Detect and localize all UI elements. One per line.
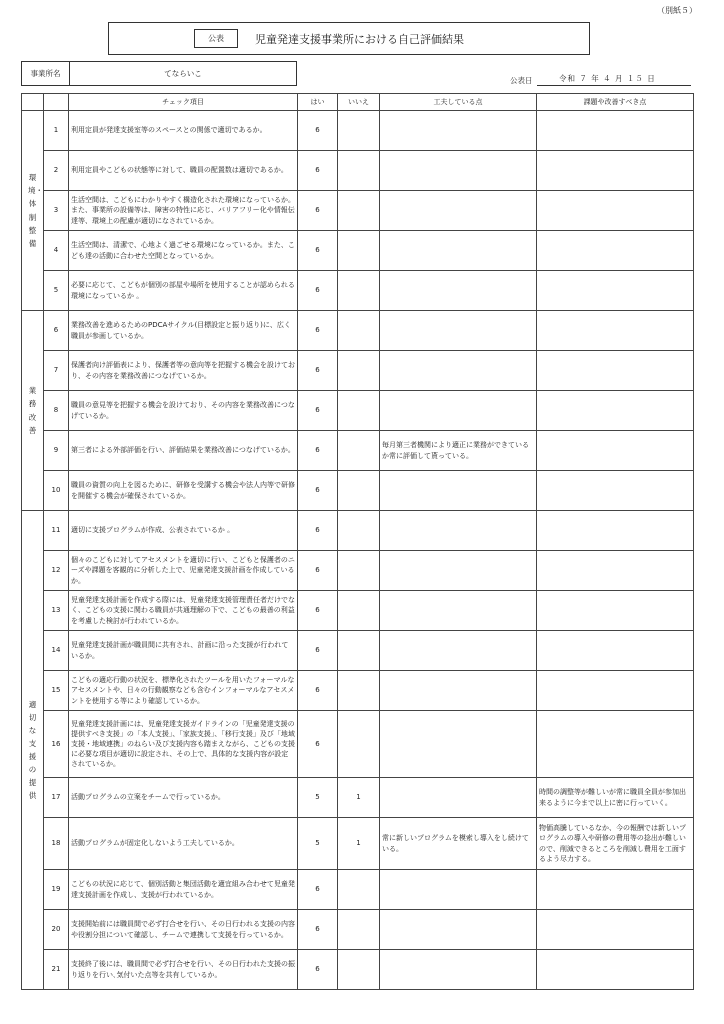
table-row: [22, 631, 694, 671]
check-item: 利用定員やこどもの状態等に対して、職員の配置数は適切であるか。: [69, 151, 298, 191]
yes-count: 6: [298, 351, 338, 391]
row-number: 10: [44, 471, 69, 511]
yes-count: 6: [298, 111, 338, 151]
good-points: [380, 551, 537, 591]
good-points: 常に新しいプログラムを模索し導入をし続けている。: [380, 818, 537, 870]
issues: 時間の調整等が難しいが常に職員全員が参加出来るように今まで以上に密に行っていく。: [537, 778, 694, 818]
header-no: いいえ: [338, 94, 380, 111]
office-label: 事業所名: [22, 62, 70, 85]
no-count: [338, 111, 380, 151]
yes-count: 6: [298, 671, 338, 711]
good-points: [380, 631, 537, 671]
row-number: 19: [44, 870, 69, 910]
row-number: 14: [44, 631, 69, 671]
no-count: [338, 151, 380, 191]
check-item: 生活空間は、こどもにわかりやすく構造化された環境になっているか。また、事業所の設備等は、障害の特性に応じ、バリアフリー化や情報伝達等、環境上の配慮が適切になされているか。: [69, 191, 298, 231]
table-row: [22, 778, 694, 818]
issues: [537, 351, 694, 391]
header-blank: [22, 94, 44, 111]
yes-count: 6: [298, 631, 338, 671]
good-points: [380, 711, 537, 778]
issues: [537, 231, 694, 271]
good-points: [380, 671, 537, 711]
no-count: [338, 870, 380, 910]
yes-count: 6: [298, 391, 338, 431]
table-row: [22, 910, 694, 950]
row-number: 1: [44, 111, 69, 151]
check-item: 保護者向け評価表により、保護者等の意向等を把握する機会を設けており、その内容を業務改善につなげているか。: [69, 351, 298, 391]
table-row: [22, 151, 694, 191]
row-number: 17: [44, 778, 69, 818]
yes-count: 6: [298, 551, 338, 591]
check-item: 生活空間は、清潔で、心地よく過ごせる環境になっているか。また、こども達の活動に合わせた空間となっているか。: [69, 231, 298, 271]
yes-count: 6: [298, 311, 338, 351]
category-label: 環境・体制整備: [28, 173, 43, 248]
check-item: 児童発達支援計画を作成する際には、児童発達支援管理責任者だけでなく、こどもの支援に関わる職員が共通理解の下で、こどもの最善の利益を考慮した検討が行われているか。: [69, 591, 298, 631]
no-count: [338, 391, 380, 431]
table-row: [22, 511, 694, 551]
no-count: [338, 471, 380, 511]
public-badge: 公表: [194, 29, 238, 48]
table-row: [22, 591, 694, 631]
row-number: 13: [44, 591, 69, 631]
no-count: 1: [338, 778, 380, 818]
good-points: [380, 511, 537, 551]
table-row: [22, 818, 694, 870]
row-number: 15: [44, 671, 69, 711]
evaluation-table: [21, 93, 694, 990]
issues: [537, 111, 694, 151]
header-blank: [44, 94, 69, 111]
no-count: [338, 231, 380, 271]
table-row: [22, 671, 694, 711]
row-number: 20: [44, 910, 69, 950]
issues: [537, 631, 694, 671]
no-count: [338, 431, 380, 471]
good-points: 毎月第三者機関により適正に業務ができているか常に評価して貰っている。: [380, 431, 537, 471]
good-points: [380, 950, 537, 990]
category-cell: [22, 111, 44, 311]
issues: 物価高騰しているなか、今の報酬では新しいプログラムの導入や研修の費用等の捻出が難しいので、削減できるところを削減し費用を工面するよう尽力する。: [537, 818, 694, 870]
no-count: 1: [338, 818, 380, 870]
good-points: [380, 591, 537, 631]
check-item: こどもの適応行動の状況を、標準化されたツールを用いたフォーマルなアセスメントや、日々の行動観察なども含むインフォーマルなアセスメントを使用する等により確認しているか。: [69, 671, 298, 711]
row-number: 2: [44, 151, 69, 191]
table-row: [22, 431, 694, 471]
issues: [537, 191, 694, 231]
no-count: [338, 671, 380, 711]
row-number: 16: [44, 711, 69, 778]
category-label: 適切な支援の提供: [28, 699, 37, 801]
good-points: [380, 311, 537, 351]
yes-count: 6: [298, 431, 338, 471]
check-item: 職員の意見等を把握する機会を設けており、その内容を業務改善につなげているか。: [69, 391, 298, 431]
category-cell: [22, 511, 44, 990]
check-item: 職員の資質の向上を図るために、研修を受講する機会や法人内等で研修を開催する機会が確保されているか。: [69, 471, 298, 511]
row-number: 18: [44, 818, 69, 870]
check-item: 利用定員が発達支援室等のスペースとの関係で適切であるか。: [69, 111, 298, 151]
header-issues: 課題や改善すべき点: [537, 94, 694, 111]
header-good-points: 工夫している点: [380, 94, 537, 111]
office-box: [21, 61, 297, 86]
good-points: [380, 111, 537, 151]
yes-count: 6: [298, 910, 338, 950]
publication-date-label: 公表日: [510, 76, 533, 85]
category-label: 業務改善: [28, 386, 37, 435]
issues: [537, 671, 694, 711]
yes-count: 6: [298, 191, 338, 231]
table-row: [22, 950, 694, 990]
yes-count: 6: [298, 870, 338, 910]
yes-count: 5: [298, 818, 338, 870]
issues: [537, 870, 694, 910]
yes-count: 5: [298, 778, 338, 818]
table-row: [22, 191, 694, 231]
check-item: 活動プログラムの立案をチームで行っているか。: [69, 778, 298, 818]
good-points: [380, 231, 537, 271]
issues: [537, 271, 694, 311]
row-number: 12: [44, 551, 69, 591]
check-item: 児童発達支援計画には、児童発達支援ガイドラインの「児童発達支援の提供すべき支援」の「本人支援」、「家族支援」、「移行支援」及び「地域支援・地域連携」のねらい及び支援内容も踏まえながら、こどもの支援に必要な項目が適切に設定され、その上で、具体的な支援内容が設定されているか。: [69, 711, 298, 778]
check-item: こどもの状況に応じて、個別活動と集団活動を適宜組み合わせて児童発達支援計画を作成し、支援が行われているか。: [69, 870, 298, 910]
check-item: 必要に応じて、こどもが個別の部屋や場所を使用することが認められる環境になっているか 。: [69, 271, 298, 311]
good-points: [380, 391, 537, 431]
no-count: [338, 191, 380, 231]
issues: [537, 311, 694, 351]
row-number: 9: [44, 431, 69, 471]
table-row: [22, 870, 694, 910]
issues: [537, 711, 694, 778]
table-header-row: [22, 94, 694, 111]
table-row: [22, 351, 694, 391]
row-number: 4: [44, 231, 69, 271]
no-count: [338, 950, 380, 990]
table-row: [22, 391, 694, 431]
yes-count: 6: [298, 511, 338, 551]
no-count: [338, 910, 380, 950]
good-points: [380, 351, 537, 391]
check-item: 支援開始前には職員間で必ず打合せを行い、その日行われる支援の内容や役割分担について確認し、チームで連携して支援を行っているか。: [69, 910, 298, 950]
check-item: 児童発達支援計画が職員間に共有され、計画に沿った支援が行われているか。: [69, 631, 298, 671]
row-number: 3: [44, 191, 69, 231]
issues: [537, 591, 694, 631]
table-row: [22, 231, 694, 271]
no-count: [338, 551, 380, 591]
good-points: [380, 191, 537, 231]
issues: [537, 431, 694, 471]
issues: [537, 910, 694, 950]
table-row: [22, 311, 694, 351]
row-number: 5: [44, 271, 69, 311]
good-points: [380, 778, 537, 818]
yes-count: 6: [298, 711, 338, 778]
table-row: [22, 271, 694, 311]
table-row: [22, 711, 694, 778]
yes-count: 6: [298, 471, 338, 511]
no-count: [338, 711, 380, 778]
yes-count: 6: [298, 950, 338, 990]
category-cell: [22, 311, 44, 511]
check-item: 業務改善を進めるためのPDCAサイクル(目標設定と振り返り)に、広く職員が参画しているか。: [69, 311, 298, 351]
row-number: 6: [44, 311, 69, 351]
no-count: [338, 311, 380, 351]
issues: [537, 151, 694, 191]
check-item: 第三者による外部評価を行い、評価結果を業務改善につなげているか。: [69, 431, 298, 471]
annex-label: （別紙５）: [657, 6, 697, 15]
row-number: 11: [44, 511, 69, 551]
yes-count: 6: [298, 231, 338, 271]
page-title: 児童発達支援事業所における自己評価結果: [255, 32, 464, 46]
yes-count: 6: [298, 151, 338, 191]
yes-count: 6: [298, 271, 338, 311]
good-points: [380, 271, 537, 311]
office-name: てならいこ: [164, 69, 202, 78]
issues: [537, 391, 694, 431]
issues: [537, 950, 694, 990]
no-count: [338, 631, 380, 671]
issues: [537, 471, 694, 511]
good-points: [380, 910, 537, 950]
check-item: 個々のこどもに対してアセスメントを適切に行い、こどもと保護者のニーズや課題を客観的に分析した上で、児童発達支援計画を作成しているか。: [69, 551, 298, 591]
good-points: [380, 870, 537, 910]
header-yes: はい: [298, 94, 338, 111]
issues: [537, 511, 694, 551]
issues: [537, 551, 694, 591]
no-count: [338, 271, 380, 311]
header-item: チェック項目: [69, 94, 298, 111]
row-number: 8: [44, 391, 69, 431]
title-box: [108, 22, 590, 55]
good-points: [380, 471, 537, 511]
check-item: 支援終了後には、職員間で必ず打合せを行い、その日行われた支援の振り返りを行い､気付いた点等を共有しているか。: [69, 950, 298, 990]
table-row: [22, 471, 694, 511]
no-count: [338, 591, 380, 631]
yes-count: 6: [298, 591, 338, 631]
table-row: [22, 111, 694, 151]
publication-date: 令和 ７ 年 ４ 月 １５ 日: [537, 73, 691, 86]
no-count: [338, 351, 380, 391]
row-number: 7: [44, 351, 69, 391]
check-item: 活動プログラムが固定化しないよう工夫しているか。: [69, 818, 298, 870]
check-item: 適切に支援プログラムが作成、公表されているか 。: [69, 511, 298, 551]
row-number: 21: [44, 950, 69, 990]
table-row: [22, 551, 694, 591]
no-count: [338, 511, 380, 551]
good-points: [380, 151, 537, 191]
